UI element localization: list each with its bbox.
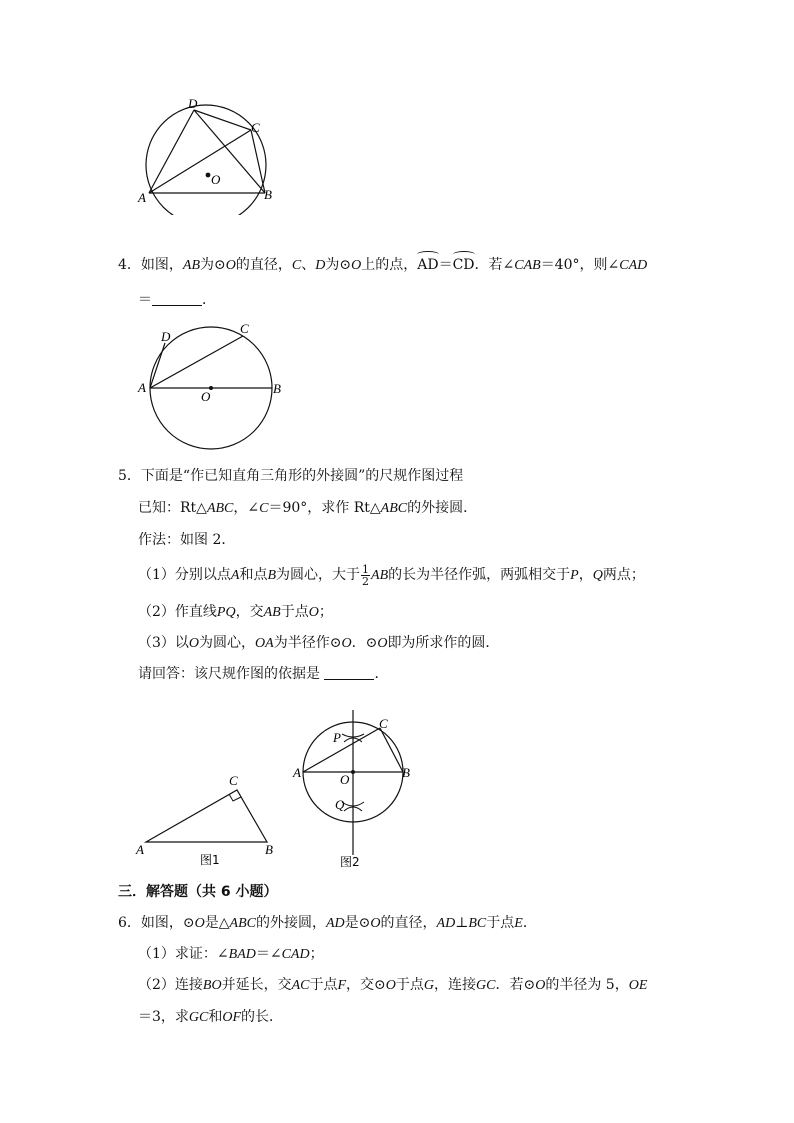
q5-answer: 请回答：该尺规作图的依据是 ． [138, 666, 389, 682]
figure-1-right-triangle [132, 770, 282, 870]
label-o: O [340, 772, 350, 787]
label-b: B [265, 842, 273, 857]
q6-step-2: （2）连接BO并延长，交AC于点F，交⊙O于点G，连接GC．若⊙O的半径为 5，OE [138, 977, 648, 993]
circle-o [146, 105, 266, 215]
right-angle-mark [229, 794, 241, 801]
label-o: O [201, 389, 211, 404]
segment-cb [380, 728, 403, 772]
label-b: B [264, 187, 272, 202]
label-b: B [273, 381, 281, 396]
label-a: A [136, 842, 144, 857]
label-p: P [333, 730, 341, 745]
label-a: A [138, 380, 146, 395]
center-dot [206, 173, 211, 178]
label-c: C [229, 773, 238, 788]
figure-circle-quadrilateral [130, 90, 280, 215]
q5-method: 作法：如图 2． [138, 532, 236, 548]
q5-step-1: （1）分别以点A和点B为圆心，大于 $\frac{1}{2}$ AB的长为半径作弧，两弧相交于P，Q两点； [138, 562, 645, 588]
label-b: B [402, 765, 410, 780]
q4-line-2: ＝ ． [138, 292, 216, 308]
q6-line-1: 6．如图，⊙O是△ABC的外接圆，AD是⊙O的直径，AD⊥BC于点E． [118, 915, 537, 931]
q6-step-2-cont: ＝3，求GC和OF的长． [138, 1009, 284, 1025]
segment-cb [251, 130, 265, 193]
label-a: A [293, 765, 301, 780]
q6-step-1: （1）求证：∠BAD＝∠CAD； [138, 946, 324, 962]
q5-step-3: （3）以O为圆心，OA为半径作⊙O．⊙O即为所求作的圆． [138, 635, 500, 651]
segment-ad [149, 110, 194, 193]
triangle-abc [146, 790, 267, 842]
figure-q4-circle [130, 318, 290, 453]
arc-ad: AD [417, 257, 439, 273]
segment-ac [149, 130, 251, 193]
caption-figure-2: 图2 [340, 855, 360, 869]
label-c: C [251, 120, 260, 135]
q4-line-1: 4．如图，AB为⊙O的直径，C、D为⊙O上的点，AD＝CD．若∠CAB＝40°，则∠CAD [118, 257, 648, 273]
label-c: C [379, 716, 388, 731]
label-d: D [161, 329, 171, 344]
figure-2-construction [290, 690, 420, 875]
q5-step-2: （2）作直线PQ，交AB于点O； [138, 604, 333, 620]
q5-given: 已知：Rt△ABC，∠C＝90°，求作 Rt△ABC的外接圆． [138, 500, 478, 516]
caption-figure-1: 图1 [200, 853, 220, 867]
label-o: O [211, 172, 221, 187]
segment-ac [303, 728, 380, 772]
section-3-heading: 三．解答题（共 6 小题） [118, 884, 278, 900]
label-a: A [138, 190, 146, 205]
arc-cd: CD [452, 257, 475, 273]
answer-blank-q5[interactable] [324, 665, 374, 680]
answer-blank-q4[interactable] [152, 291, 202, 306]
fraction-one-half: $\frac{1}{2}$ [362, 562, 370, 588]
label-q: Q [335, 797, 345, 812]
label-c: C [240, 321, 249, 336]
center-dot [351, 770, 355, 774]
q5-title: 5．下面是“作已知直角三角形的外接圆”的尺规作图过程 [118, 468, 464, 484]
label-d: D [188, 96, 198, 111]
